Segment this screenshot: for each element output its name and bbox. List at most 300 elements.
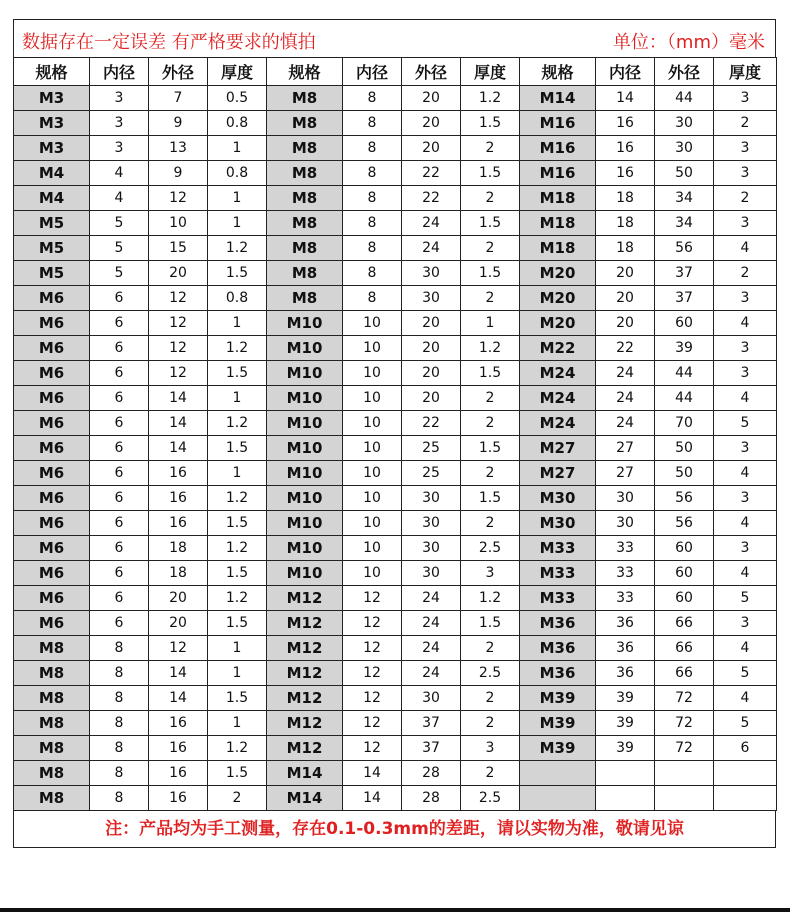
value-cell-od: 60 — [655, 536, 714, 561]
value-cell-id: 6 — [90, 561, 149, 586]
size-cell: M10 — [267, 486, 343, 511]
value-cell-od: 66 — [655, 611, 714, 636]
size-cell: M6 — [14, 311, 90, 336]
size-cell: M3 — [14, 136, 90, 161]
value-cell-thk: 3 — [714, 336, 777, 361]
size-cell: M14 — [520, 86, 596, 111]
value-cell-id: 36 — [596, 611, 655, 636]
value-cell-id: 36 — [596, 636, 655, 661]
value-cell-od: 9 — [149, 111, 208, 136]
value-cell-id: 4 — [90, 161, 149, 186]
value-cell-id: 8 — [343, 86, 402, 111]
value-cell-od: 12 — [149, 361, 208, 386]
size-cell: M12 — [267, 711, 343, 736]
value-cell-thk: 4 — [714, 511, 777, 536]
value-cell-id: 10 — [343, 361, 402, 386]
value-cell-thk: 5 — [714, 411, 777, 436]
size-cell: M14 — [267, 761, 343, 786]
value-cell-thk: 2 — [461, 136, 520, 161]
value-cell-od: 28 — [402, 786, 461, 811]
value-cell-thk: 4 — [714, 236, 777, 261]
value-cell-thk: 1 — [208, 386, 267, 411]
value-cell-thk: 0.8 — [208, 161, 267, 186]
table-row — [14, 261, 777, 286]
value-cell-thk: 1 — [208, 211, 267, 236]
size-cell: M10 — [267, 386, 343, 411]
table-row — [14, 761, 777, 786]
value-cell-thk: 4 — [714, 561, 777, 586]
size-cell: M6 — [14, 286, 90, 311]
value-cell-id: 10 — [343, 311, 402, 336]
value-cell-od: 34 — [655, 186, 714, 211]
size-cell: M4 — [14, 161, 90, 186]
value-cell-id: 12 — [343, 611, 402, 636]
value-cell-id: 14 — [596, 86, 655, 111]
value-cell-id: 24 — [596, 411, 655, 436]
value-cell-thk: 1.2 — [208, 536, 267, 561]
size-cell: M18 — [520, 211, 596, 236]
value-cell-thk: 5 — [714, 711, 777, 736]
value-cell-od: 56 — [655, 511, 714, 536]
value-cell-id: 5 — [90, 211, 149, 236]
table-row — [14, 161, 777, 186]
size-cell: M33 — [520, 536, 596, 561]
value-cell-thk: 1.5 — [208, 561, 267, 586]
size-cell: M36 — [520, 636, 596, 661]
value-cell-thk: 1.2 — [208, 236, 267, 261]
value-cell-id: 4 — [90, 186, 149, 211]
value-cell-thk: 1.2 — [208, 586, 267, 611]
value-cell-od: 56 — [655, 236, 714, 261]
size-cell: M18 — [520, 186, 596, 211]
value-cell-thk: 4 — [714, 461, 777, 486]
size-cell: M12 — [267, 661, 343, 686]
size-cell: M8 — [267, 111, 343, 136]
table-row — [14, 736, 777, 761]
value-cell-od: 66 — [655, 661, 714, 686]
size-cell: M5 — [14, 261, 90, 286]
size-cell: M8 — [14, 736, 90, 761]
value-cell-thk: 2 — [714, 261, 777, 286]
value-cell-thk: 1.5 — [208, 511, 267, 536]
value-cell-thk: 3 — [714, 536, 777, 561]
value-cell-od: 30 — [402, 286, 461, 311]
value-cell-od: 56 — [655, 486, 714, 511]
size-cell — [520, 761, 596, 786]
value-cell-od: 22 — [402, 161, 461, 186]
value-cell-od — [655, 786, 714, 811]
value-cell-od: 20 — [402, 136, 461, 161]
value-cell-thk: 3 — [461, 736, 520, 761]
size-cell: M6 — [14, 361, 90, 386]
value-cell-id: 8 — [90, 686, 149, 711]
value-cell-id: 10 — [343, 536, 402, 561]
value-cell-thk: 0.5 — [208, 86, 267, 111]
value-cell-id: 5 — [90, 261, 149, 286]
value-cell-id: 6 — [90, 311, 149, 336]
value-cell-od: 44 — [655, 361, 714, 386]
value-cell-id: 12 — [343, 586, 402, 611]
value-cell-id: 6 — [90, 361, 149, 386]
table-row — [14, 336, 777, 361]
unit-label: 单位：（mm）毫米 — [612, 32, 765, 53]
value-cell-thk: 4 — [714, 311, 777, 336]
value-cell-od: 22 — [402, 411, 461, 436]
size-cell: M12 — [267, 736, 343, 761]
size-cell: M6 — [14, 386, 90, 411]
value-cell-od: 30 — [402, 261, 461, 286]
table-row — [14, 586, 777, 611]
value-cell-od: 16 — [149, 711, 208, 736]
table-row — [14, 686, 777, 711]
size-cell: M24 — [520, 361, 596, 386]
value-cell-od: 9 — [149, 161, 208, 186]
value-cell-id: 8 — [343, 236, 402, 261]
value-cell-id: 30 — [596, 486, 655, 511]
value-cell-thk: 2 — [461, 761, 520, 786]
value-cell-thk: 1 — [208, 186, 267, 211]
value-cell-od: 30 — [402, 511, 461, 536]
value-cell-thk: 1 — [208, 711, 267, 736]
value-cell-thk: 5 — [714, 661, 777, 686]
value-cell-id: 3 — [90, 111, 149, 136]
value-cell-thk: 2 — [461, 236, 520, 261]
size-cell: M6 — [14, 561, 90, 586]
size-cell: M4 — [14, 186, 90, 211]
col-header: 规格 — [267, 58, 343, 86]
value-cell-id: 30 — [596, 511, 655, 536]
value-cell-od: 72 — [655, 711, 714, 736]
size-cell: M12 — [267, 586, 343, 611]
value-cell-id: 8 — [90, 786, 149, 811]
value-cell-id: 6 — [90, 336, 149, 361]
table-row — [14, 86, 777, 111]
size-cell: M10 — [267, 436, 343, 461]
value-cell-od: 39 — [655, 336, 714, 361]
value-cell-od: 14 — [149, 661, 208, 686]
value-cell-od: 20 — [149, 586, 208, 611]
value-cell-id: 8 — [90, 711, 149, 736]
table-row — [14, 411, 777, 436]
size-cell: M6 — [14, 611, 90, 636]
value-cell-od: 30 — [402, 561, 461, 586]
size-cell: M36 — [520, 661, 596, 686]
value-cell-od: 13 — [149, 136, 208, 161]
value-cell-thk: 2 — [461, 636, 520, 661]
value-cell-thk: 1.5 — [208, 261, 267, 286]
value-cell-id: 18 — [596, 211, 655, 236]
size-cell: M8 — [14, 686, 90, 711]
size-cell: M6 — [14, 461, 90, 486]
footer-note: 注：产品均为手工测量，存在0.1-0.3mm的差距，请以实物为准，敬请见谅 — [13, 811, 776, 848]
value-cell-thk: 2.5 — [461, 786, 520, 811]
value-cell-id: 8 — [343, 261, 402, 286]
size-cell: M30 — [520, 511, 596, 536]
value-cell-thk: 2 — [461, 411, 520, 436]
value-cell-thk: 1.2 — [208, 736, 267, 761]
table-row — [14, 436, 777, 461]
size-cell: M20 — [520, 261, 596, 286]
value-cell-od: 15 — [149, 236, 208, 261]
value-cell-thk: 4 — [714, 686, 777, 711]
value-cell-thk: 1 — [208, 461, 267, 486]
value-cell-od: 24 — [402, 611, 461, 636]
table-row — [14, 636, 777, 661]
value-cell-od: 20 — [402, 361, 461, 386]
value-cell-id: 10 — [343, 461, 402, 486]
value-cell-id: 8 — [90, 636, 149, 661]
bottom-divider — [0, 908, 790, 912]
size-cell: M10 — [267, 511, 343, 536]
value-cell-thk: 1.5 — [461, 486, 520, 511]
value-cell-id: 14 — [343, 786, 402, 811]
value-cell-thk: 1.5 — [208, 611, 267, 636]
value-cell-id: 10 — [343, 486, 402, 511]
page-title: 数据存在一定误差 有严格要求的慎拍 — [22, 32, 316, 53]
value-cell-thk — [714, 761, 777, 786]
value-cell-od: 16 — [149, 761, 208, 786]
value-cell-od: 16 — [149, 786, 208, 811]
size-cell: M12 — [267, 636, 343, 661]
value-cell-thk: 2 — [714, 111, 777, 136]
value-cell-id: 8 — [343, 136, 402, 161]
value-cell-id: 10 — [343, 386, 402, 411]
value-cell-thk: 2 — [714, 186, 777, 211]
value-cell-thk: 2 — [461, 461, 520, 486]
value-cell-id: 6 — [90, 536, 149, 561]
value-cell-id: 39 — [596, 711, 655, 736]
value-cell-id: 14 — [343, 761, 402, 786]
value-cell-thk: 2 — [461, 186, 520, 211]
size-cell: M10 — [267, 311, 343, 336]
col-header: 规格 — [520, 58, 596, 86]
value-cell-id: 5 — [90, 236, 149, 261]
value-cell-od: 34 — [655, 211, 714, 236]
value-cell-od: 10 — [149, 211, 208, 236]
value-cell-od: 12 — [149, 636, 208, 661]
value-cell-od: 44 — [655, 86, 714, 111]
size-cell: M6 — [14, 411, 90, 436]
value-cell-id: 3 — [90, 136, 149, 161]
value-cell-thk: 1.2 — [208, 411, 267, 436]
size-cell: M6 — [14, 586, 90, 611]
value-cell-od: 16 — [149, 461, 208, 486]
value-cell-od: 16 — [149, 736, 208, 761]
value-cell-id: 10 — [343, 561, 402, 586]
col-header: 厚度 — [714, 58, 777, 86]
table-row — [14, 311, 777, 336]
value-cell-thk: 0.8 — [208, 286, 267, 311]
value-cell-id — [596, 786, 655, 811]
value-cell-od: 16 — [149, 486, 208, 511]
size-cell: M33 — [520, 586, 596, 611]
col-header: 内径 — [90, 58, 149, 86]
value-cell-od: 18 — [149, 536, 208, 561]
value-cell-od: 24 — [402, 661, 461, 686]
value-cell-id: 12 — [343, 736, 402, 761]
size-cell: M36 — [520, 611, 596, 636]
value-cell-od: 30 — [402, 686, 461, 711]
value-cell-thk: 1.5 — [461, 361, 520, 386]
value-cell-id: 6 — [90, 511, 149, 536]
value-cell-id: 10 — [343, 336, 402, 361]
value-cell-thk: 1.2 — [461, 336, 520, 361]
value-cell-id: 20 — [596, 261, 655, 286]
title-bar — [13, 19, 776, 57]
size-cell: M10 — [267, 461, 343, 486]
value-cell-thk: 3 — [461, 561, 520, 586]
value-cell-thk: 2 — [461, 286, 520, 311]
size-cell: M16 — [520, 161, 596, 186]
size-cell: M39 — [520, 736, 596, 761]
spec-table-body — [14, 86, 777, 811]
value-cell-od: 30 — [402, 486, 461, 511]
table-row — [14, 286, 777, 311]
spec-table — [13, 57, 777, 811]
value-cell-od: 25 — [402, 461, 461, 486]
value-cell-od: 37 — [655, 261, 714, 286]
value-cell-thk: 2 — [461, 686, 520, 711]
size-cell: M27 — [520, 461, 596, 486]
value-cell-id: 6 — [90, 386, 149, 411]
value-cell-thk: 1.5 — [461, 261, 520, 286]
value-cell-od: 24 — [402, 236, 461, 261]
value-cell-id — [596, 761, 655, 786]
table-row — [14, 386, 777, 411]
value-cell-od: 20 — [402, 336, 461, 361]
value-cell-id: 12 — [343, 711, 402, 736]
value-cell-od: 60 — [655, 586, 714, 611]
value-cell-thk: 2.5 — [461, 661, 520, 686]
table-row — [14, 486, 777, 511]
value-cell-id: 12 — [343, 661, 402, 686]
value-cell-id: 12 — [343, 636, 402, 661]
value-cell-id: 16 — [596, 136, 655, 161]
size-cell: M10 — [267, 361, 343, 386]
value-cell-id: 39 — [596, 686, 655, 711]
value-cell-od: 30 — [655, 136, 714, 161]
value-cell-od: 37 — [402, 736, 461, 761]
size-cell: M12 — [267, 686, 343, 711]
value-cell-thk: 3 — [714, 136, 777, 161]
value-cell-id: 22 — [596, 336, 655, 361]
value-cell-thk — [714, 786, 777, 811]
value-cell-od: 50 — [655, 461, 714, 486]
value-cell-thk: 1.2 — [461, 586, 520, 611]
size-cell: M10 — [267, 536, 343, 561]
value-cell-thk: 2 — [461, 386, 520, 411]
table-row — [14, 186, 777, 211]
value-cell-thk: 1.5 — [461, 211, 520, 236]
table-row — [14, 511, 777, 536]
size-cell: M8 — [267, 211, 343, 236]
value-cell-od: 12 — [149, 186, 208, 211]
value-cell-id: 33 — [596, 561, 655, 586]
value-cell-od: 20 — [402, 86, 461, 111]
value-cell-id: 24 — [596, 386, 655, 411]
value-cell-od: 20 — [402, 311, 461, 336]
size-cell: M12 — [267, 611, 343, 636]
size-cell: M3 — [14, 111, 90, 136]
value-cell-id: 10 — [343, 411, 402, 436]
value-cell-thk: 5 — [714, 586, 777, 611]
value-cell-od: 18 — [149, 561, 208, 586]
value-cell-thk: 1 — [208, 636, 267, 661]
value-cell-id: 8 — [343, 111, 402, 136]
size-cell: M8 — [267, 86, 343, 111]
value-cell-thk: 1.5 — [208, 761, 267, 786]
value-cell-thk: 3 — [714, 486, 777, 511]
value-cell-od: 44 — [655, 386, 714, 411]
value-cell-thk: 1.2 — [208, 486, 267, 511]
size-cell: M14 — [267, 786, 343, 811]
value-cell-od: 14 — [149, 411, 208, 436]
value-cell-id: 6 — [90, 586, 149, 611]
value-cell-od: 24 — [402, 586, 461, 611]
size-cell: M16 — [520, 136, 596, 161]
value-cell-id: 33 — [596, 536, 655, 561]
value-cell-id: 12 — [343, 686, 402, 711]
value-cell-od: 37 — [402, 711, 461, 736]
value-cell-thk: 3 — [714, 361, 777, 386]
value-cell-od: 72 — [655, 686, 714, 711]
value-cell-id: 6 — [90, 411, 149, 436]
size-cell: M10 — [267, 561, 343, 586]
size-cell: M8 — [267, 161, 343, 186]
value-cell-id: 8 — [343, 286, 402, 311]
size-cell: M20 — [520, 286, 596, 311]
value-cell-od: 28 — [402, 761, 461, 786]
value-cell-od: 12 — [149, 311, 208, 336]
value-cell-id: 8 — [90, 736, 149, 761]
size-cell: M6 — [14, 536, 90, 561]
value-cell-od: 20 — [149, 261, 208, 286]
value-cell-id: 27 — [596, 461, 655, 486]
header-row — [14, 58, 777, 86]
value-cell-id: 8 — [343, 211, 402, 236]
size-cell: M8 — [14, 661, 90, 686]
col-header: 外径 — [149, 58, 208, 86]
value-cell-thk: 1.5 — [461, 161, 520, 186]
value-cell-od: 20 — [402, 386, 461, 411]
size-cell: M24 — [520, 386, 596, 411]
value-cell-od: 66 — [655, 636, 714, 661]
value-cell-thk: 1.2 — [208, 336, 267, 361]
value-cell-thk: 1.5 — [208, 361, 267, 386]
value-cell-id: 20 — [596, 286, 655, 311]
value-cell-od: 24 — [402, 211, 461, 236]
size-cell: M6 — [14, 436, 90, 461]
value-cell-od: 20 — [149, 611, 208, 636]
col-header: 内径 — [343, 58, 402, 86]
value-cell-od: 60 — [655, 561, 714, 586]
value-cell-od: 16 — [149, 511, 208, 536]
size-cell: M6 — [14, 486, 90, 511]
size-cell: M39 — [520, 711, 596, 736]
table-row — [14, 661, 777, 686]
value-cell-od: 50 — [655, 436, 714, 461]
value-cell-id: 33 — [596, 586, 655, 611]
value-cell-od: 37 — [655, 286, 714, 311]
col-header: 规格 — [14, 58, 90, 86]
value-cell-od: 72 — [655, 736, 714, 761]
size-cell: M10 — [267, 411, 343, 436]
value-cell-id: 20 — [596, 311, 655, 336]
table-row — [14, 236, 777, 261]
value-cell-thk: 3 — [714, 286, 777, 311]
value-cell-thk: 2 — [461, 511, 520, 536]
size-cell: M8 — [267, 261, 343, 286]
